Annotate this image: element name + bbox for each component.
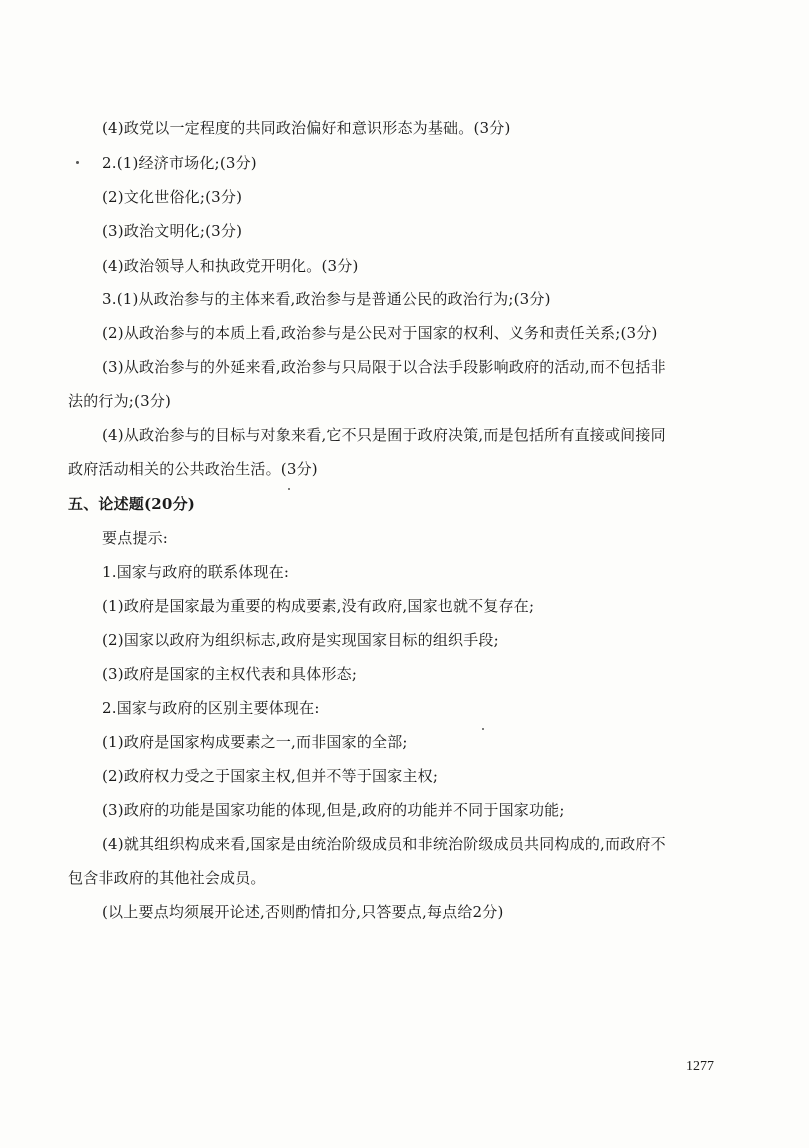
section-heading: 五、论述题(20分) — [68, 495, 196, 513]
answer-line: 要点提示: — [102, 529, 169, 547]
answer-line: 政府活动相关的公共政治生活。(3分) — [68, 460, 318, 478]
scan-speck — [288, 488, 290, 490]
answer-line: (以上要点均须展开论述,否则酌情扣分,只答要点,每点给2分) — [102, 903, 504, 921]
page-number: 1277 — [686, 1059, 714, 1074]
answer-line: (1)政府是国家最为重要的构成要素,没有政府,国家也就不复存在; — [102, 597, 535, 615]
scan-speck — [482, 728, 484, 730]
answer-line: 包含非政府的其他社会成员。 — [68, 869, 266, 887]
answer-line: (4)从政治参与的目标与对象来看,它不只是囿于政府决策,而是包括所有直接或间接同 — [102, 426, 666, 444]
answer-line: 1.国家与政府的联系体现在: — [102, 563, 290, 581]
answer-line: 2.(1)经济市场化;(3分) — [102, 154, 257, 172]
answer-line: (3)政治文明化;(3分) — [102, 222, 243, 240]
answer-line: (1)政府是国家构成要素之一,而非国家的全部; — [102, 733, 408, 751]
answer-line: (4)政党以一定程度的共同政治偏好和意识形态为基础。(3分) — [102, 119, 511, 137]
answer-line: 法的行为;(3分) — [68, 392, 172, 410]
answer-line: (3)政府的功能是国家功能的体现,但是,政府的功能并不同于国家功能; — [102, 801, 565, 819]
scan-speck — [76, 161, 79, 164]
answer-line: (4)政治领导人和执政党开明化。(3分) — [102, 257, 359, 275]
answer-line: (4)就其组织构成来看,国家是由统治阶级成员和非统治阶级成员共同构成的,而政府不 — [102, 835, 666, 853]
answer-line: (2)政府权力受之于国家主权,但并不等于国家主权; — [102, 767, 439, 785]
answer-line: 3.(1)从政治参与的主体来看,政治参与是普通公民的政治行为;(3分) — [102, 290, 551, 308]
answer-line: (2)国家以政府为组织标志,政府是实现国家目标的组织手段; — [102, 631, 499, 649]
answer-line: (3)政府是国家的主权代表和具体形态; — [102, 665, 358, 683]
answer-line: (2)文化世俗化;(3分) — [102, 188, 243, 206]
answer-line: 2.国家与政府的区别主要体现在: — [102, 699, 320, 717]
answer-line: (3)从政治参与的外延来看,政治参与只局限于以合法手段影响政府的活动,而不包括非 — [102, 358, 666, 376]
answer-line: (2)从政治参与的本质上看,政治参与是公民对于国家的权利、义务和责任关系;(3分) — [102, 324, 658, 342]
